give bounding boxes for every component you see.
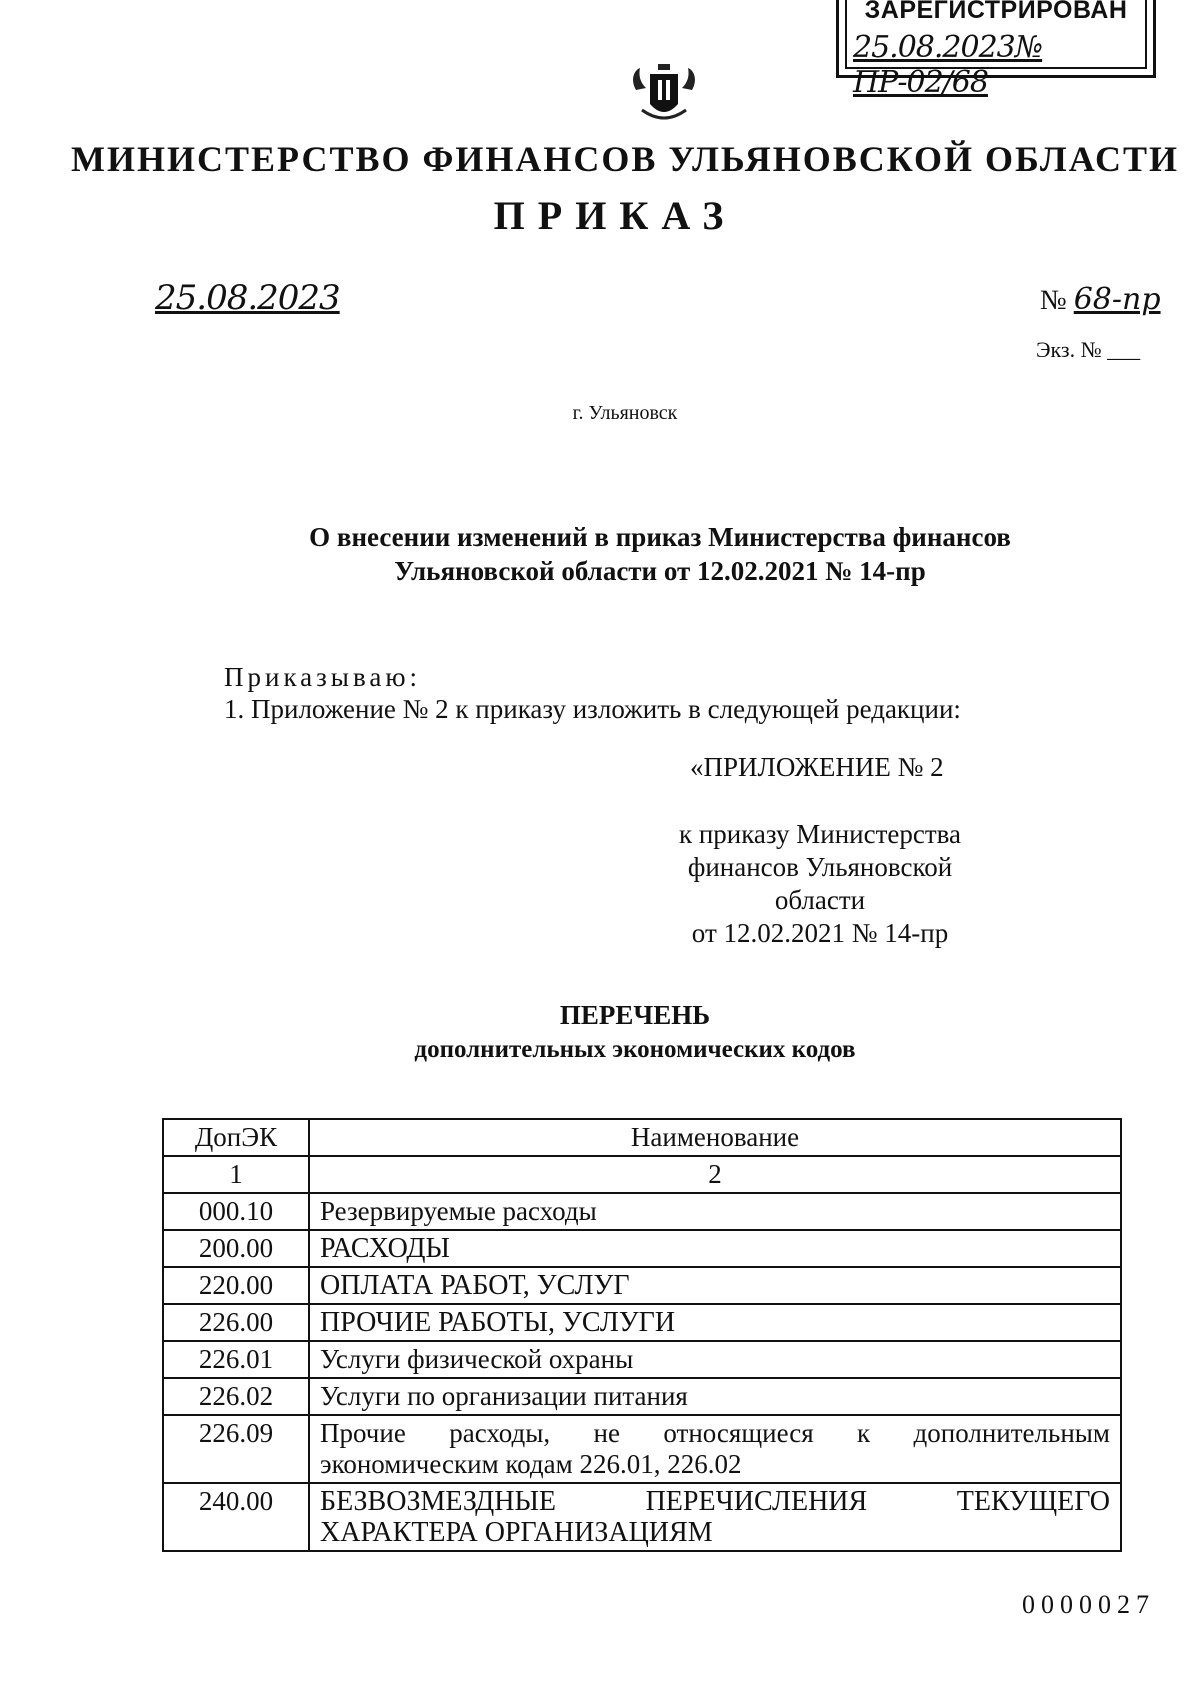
row-code: 220.00 xyxy=(163,1267,309,1304)
row-code: 226.02 xyxy=(163,1378,309,1415)
table-row xyxy=(163,1483,1121,1551)
appendix-ref-line-4: от 12.02.2021 № 14-пр xyxy=(691,918,949,948)
appendix-ref-line-1: к приказу Министерства xyxy=(678,819,962,849)
appendix-title: «ПРИЛОЖЕНИЕ № 2 xyxy=(690,752,944,782)
row-name: Услуги физической охраны xyxy=(309,1341,1121,1378)
table-row xyxy=(163,1415,1121,1483)
order-number-handwritten: 68-пр xyxy=(1073,282,1161,317)
row-name: ПРОЧИЕ РАБОТЫ, УСЛУГИ xyxy=(309,1304,1121,1341)
list-subtitle: дополнительных экономических кодов xyxy=(414,1036,856,1063)
table-row xyxy=(163,1341,1121,1378)
row-name-line-1: Прочие расходы, не относящиеся к дополнительным xyxy=(320,1418,1110,1448)
list-title: ПЕРЕЧЕНЬ xyxy=(559,1000,711,1030)
coat-of-arms-icon xyxy=(628,60,700,128)
row-code: 226.01 xyxy=(163,1341,309,1378)
row-code: 000.10 xyxy=(163,1193,309,1230)
row-name-line-2: экономическим кодам 226.01, 226.02 xyxy=(320,1449,742,1479)
row-code: 240.00 xyxy=(163,1483,309,1551)
order-number xyxy=(1040,282,1161,317)
stamp-handwritten-registration: 25.08.2023№ ПР-02/68 xyxy=(853,30,1043,100)
document-type: ПРИКАЗ xyxy=(493,193,737,238)
order-subject xyxy=(240,520,1080,588)
sheet-number: 0000027 xyxy=(1022,1590,1155,1619)
table-row xyxy=(163,1378,1121,1415)
column-number-1: 1 xyxy=(163,1156,309,1193)
row-name: Резервируемые расходы xyxy=(309,1193,1121,1230)
order-date-handwritten: 25.08.2023 xyxy=(155,278,340,318)
row-name-line-1: БЕЗВОЗМЕЗДНЫЕ ПЕРЕЧИСЛЕНИЯ ТЕКУЩЕГО xyxy=(320,1486,1110,1517)
header-code: ДопЭК xyxy=(163,1119,309,1156)
table-row xyxy=(163,1304,1121,1341)
registration-stamp xyxy=(836,0,1156,100)
subject-line-1: О внесении изменений в приказ Министерства финансов xyxy=(309,522,1011,552)
economic-codes-table xyxy=(162,1118,1122,1552)
city: г. Ульяновск xyxy=(572,402,678,424)
row-code: 200.00 xyxy=(163,1230,309,1267)
order-item-1: 1. Приложение № 2 к приказу изложить в следующей редакции: xyxy=(224,694,961,724)
header-name: Наименование xyxy=(309,1119,1121,1156)
row-name xyxy=(309,1483,1121,1551)
order-word: Приказываю: xyxy=(224,662,421,692)
column-number-2: 2 xyxy=(309,1156,1121,1193)
row-name: ОПЛАТА РАБОТ, УСЛУГ xyxy=(309,1267,1121,1304)
row-code: 226.00 xyxy=(163,1304,309,1341)
row-name: РАСХОДЫ xyxy=(309,1230,1121,1267)
appendix-ref-line-3: области xyxy=(774,885,866,915)
stamp-title: ЗАРЕГИСТРИРОВАН xyxy=(864,0,1128,24)
table-row xyxy=(163,1230,1121,1267)
row-name-line-2: ХАРАКТЕРА ОРГАНИЗАЦИЯМ xyxy=(320,1517,713,1548)
row-name: Услуги по организации питания xyxy=(309,1378,1121,1415)
row-code: 226.09 xyxy=(163,1415,309,1483)
order-number-prefix: № xyxy=(1040,285,1067,316)
appendix-reference xyxy=(640,818,1000,950)
ministry-title: МИНИСТЕРСТВО ФИНАНСОВ УЛЬЯНОВСКОЙ ОБЛАСТИ xyxy=(71,139,1179,179)
row-name xyxy=(309,1415,1121,1483)
table-column-numbers-row xyxy=(163,1156,1121,1193)
table-header-row xyxy=(163,1119,1121,1156)
subject-line-2: Ульяновской области от 12.02.2021 № 14-пр xyxy=(394,556,926,586)
table-row xyxy=(163,1193,1121,1230)
copy-number: Экз. № ___ xyxy=(1036,337,1141,362)
appendix-ref-line-2: финансов Ульяновской xyxy=(687,852,953,882)
table-row xyxy=(163,1267,1121,1304)
